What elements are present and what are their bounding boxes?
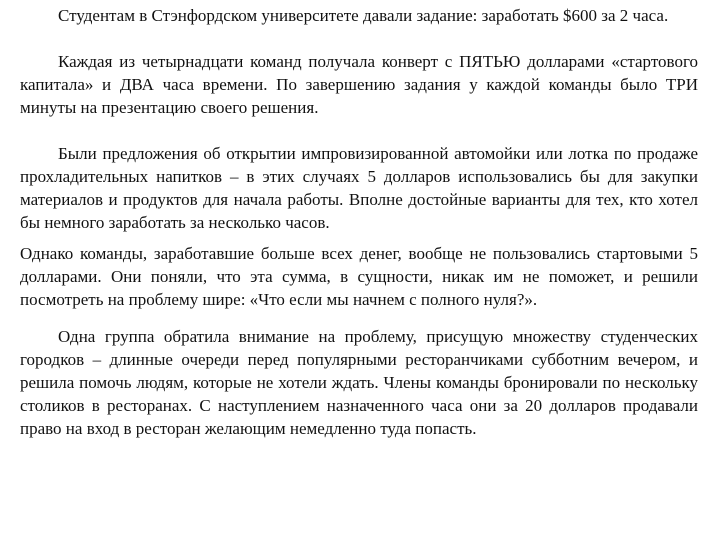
paragraph-restaurant-idea: Одна группа обратила внимание на проблему, присущую множеству студенческих городков – длинные очереди перед популярными ресторанчиками субботним вечером, и решила помочь людям, которые не хотели ждать. Члены команды бронировали по нескольку столиков в ресторанах. С наступлением назначенного часа они за 20 долларов продавали право на вход в ресторан желающим немедленно туда попасть. (20, 327, 698, 438)
paragraph-proposals: Были предложения об открытии импровизированной автомойки или лотка по продаже прохладительных напитков – в этих случаях 5 долларов использовались бы для закупки материалов и продуктов для начала работы. Вполне достойные варианты для тех, кто хотел бы немного заработать за несколько часов. (20, 144, 698, 232)
paragraph-teams: Каждая из четырнадцати команд получала конверт с ПЯТЬЮ долларами «стартового капитала» и ДВА часа времени. По завершению задания у каждой команды было ТРИ минуты на презентацию своего решения. (20, 52, 698, 117)
paragraph-top-teams: Однако команды, заработавшие больше всех денег, вообще не пользовались стартовыми 5 долларами. Они поняли, что эта сумма, в сущности, никак им не поможет, и решили посмотреть на проблему шире: «Что если мы начнем с полного нуля?». (20, 244, 698, 309)
paragraph-assignment: Студентам в Стэнфордском университете давали задание: заработать $600 за 2 часа. (58, 6, 669, 25)
